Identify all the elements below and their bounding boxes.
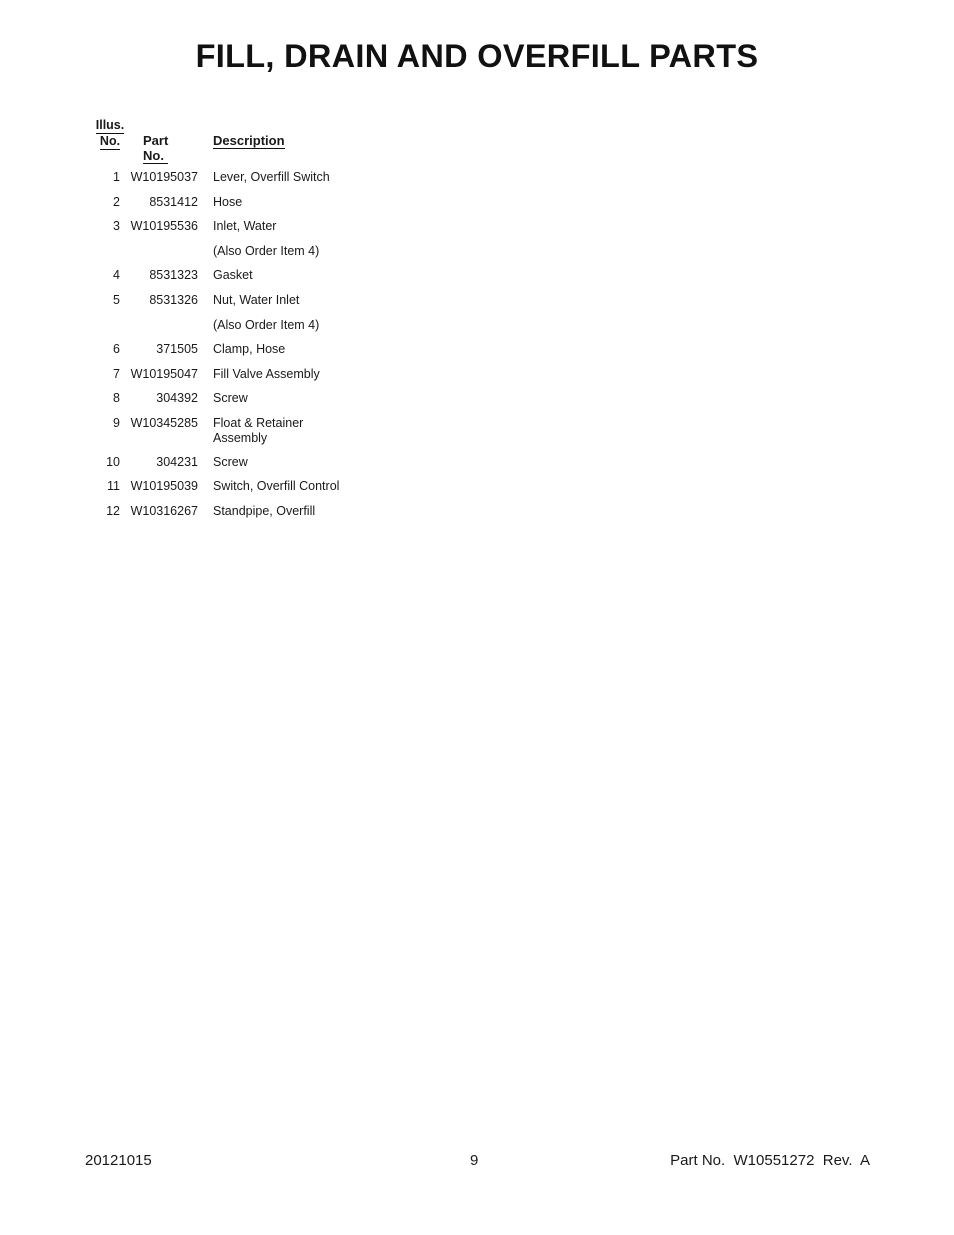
part-number: 8531412 — [149, 194, 198, 209]
description-header: Description — [213, 133, 285, 148]
footer-date: 20121015 — [85, 1152, 152, 1169]
part-number: W10195039 — [130, 479, 198, 494]
part-number: 8531326 — [149, 292, 198, 307]
part-number: W10195047 — [130, 366, 198, 381]
illus-number: 4 — [113, 268, 120, 283]
illus-number: 8 — [113, 391, 120, 406]
illus-number: 9 — [113, 415, 120, 430]
part-description: Gasket — [213, 268, 253, 283]
part-description: (Also Order Item 4) — [213, 243, 320, 258]
part-number: 8531323 — [149, 268, 198, 283]
illus-number: 7 — [113, 366, 120, 381]
part-description: Lever, Overfill Switch — [213, 170, 330, 184]
page-number: 9 — [470, 1152, 479, 1169]
part-description: Clamp, Hose — [213, 342, 286, 357]
part-description: Screw — [213, 391, 248, 406]
illus-number: 12 — [106, 503, 120, 518]
part-number: W10195536 — [130, 219, 198, 234]
part-number: W10195037 — [130, 170, 198, 184]
illus-header-line1: Illus. — [95, 118, 125, 132]
part-description: Standpipe, Overfill — [213, 503, 316, 518]
page-title: FILL, DRAIN AND OVERFILL PARTS — [195, 38, 759, 74]
illus-number: 6 — [113, 342, 120, 357]
illus-number: 2 — [113, 194, 120, 209]
part-description: Screw — [213, 454, 248, 469]
footer-part-number: Part No. W10551272 Rev. A — [670, 1152, 870, 1169]
illus-number: 1 — [113, 170, 120, 184]
illus-number: 5 — [113, 292, 120, 307]
part-description: Hose — [213, 194, 243, 209]
illus-number: 3 — [113, 219, 120, 234]
illus-header-line2: No. — [99, 134, 121, 148]
part-number: 304231 — [156, 454, 198, 469]
illus-number: 10 — [106, 454, 120, 469]
illus-no-header — [90, 118, 130, 150]
illus-number: 11 — [107, 479, 120, 494]
part-number: W10345285 — [130, 415, 198, 430]
part-description: Fill Valve Assembly — [213, 366, 320, 381]
part-description: (Also Order Item 4) — [213, 317, 320, 332]
part-number: 304392 — [156, 391, 198, 406]
part-no-header: Part No. — [143, 133, 169, 163]
part-description: Float & Retainer Assembly — [213, 415, 304, 445]
part-number: W10316267 — [130, 503, 198, 518]
part-number: 371505 — [156, 342, 198, 357]
part-description: Inlet, Water — [213, 219, 277, 234]
part-description: Nut, Water Inlet — [213, 292, 300, 307]
part-description: Switch, Overfill Control — [213, 479, 340, 494]
